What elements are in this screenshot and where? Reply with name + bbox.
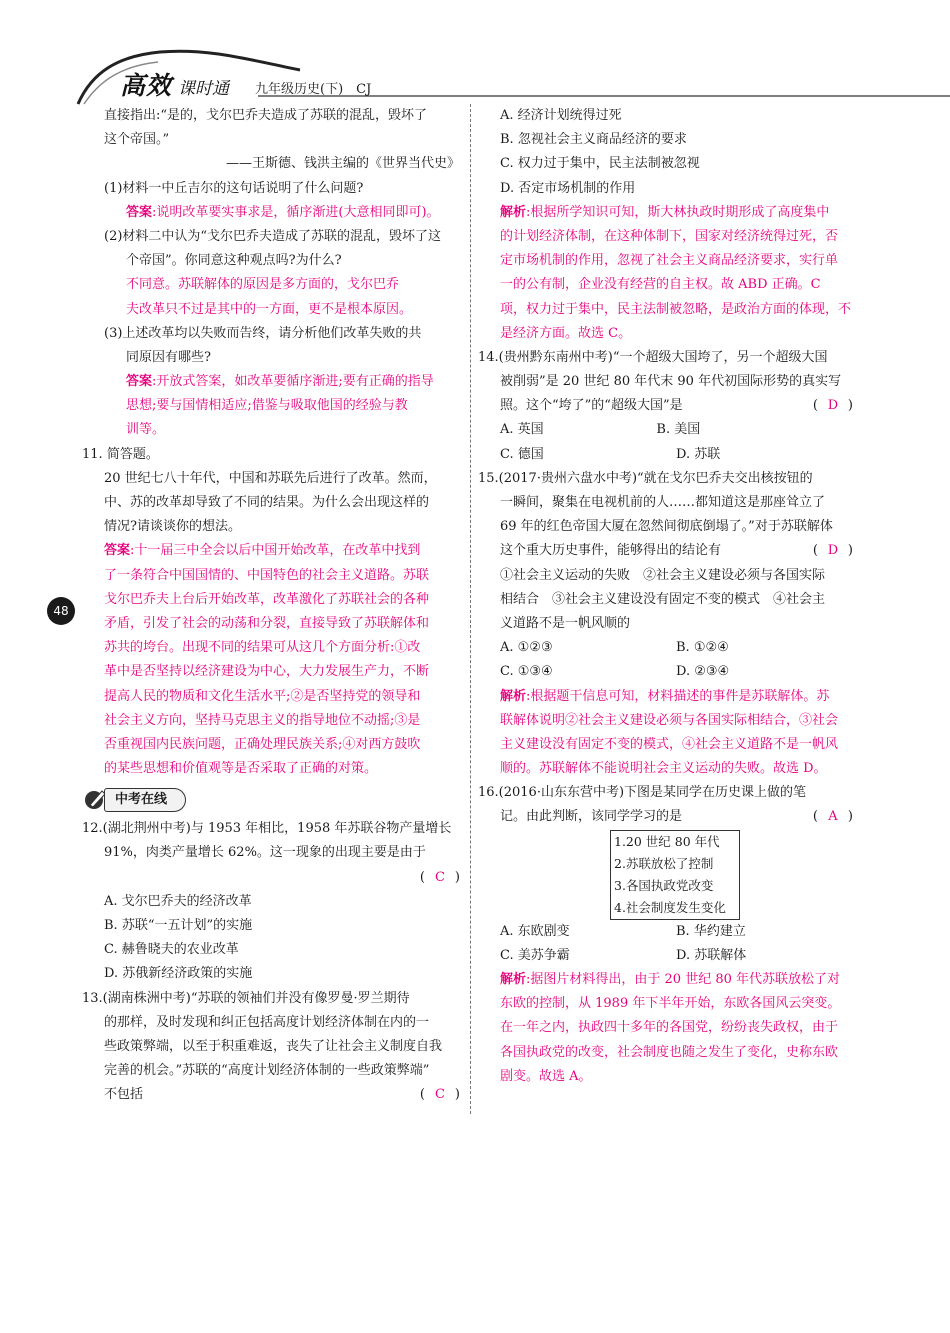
explanation-16: 各国执政党的改变，社会制度也随之发生了变化，史称东欧 — [500, 1044, 839, 1060]
question-10-2: (2)材料二中认为“戈尔巴乔夫造成了苏联的混乱，毁坏了这 — [104, 228, 442, 244]
question-10-3: (3)上述改革均以失败而告终，请分析他们改革失败的共 — [104, 325, 422, 341]
answer-11: 革中是否坚持以经济建设为中心，大力发展生产力，不断 — [104, 664, 430, 680]
answer-10-3: 训等。 — [126, 422, 166, 438]
question-13: 完善的机会。”苏联的“高度计划经济体制的一些政策弊端” — [104, 1063, 430, 1079]
question-11-body: 情况?请谈谈你的想法。 — [104, 519, 241, 535]
note-item: 3.各国执政党改变 — [614, 877, 714, 893]
answer-10-3: 答案:开放式答案，如改革要循序渐进;要有正确的指导 — [126, 374, 434, 390]
explanation-15: 主义建设没有固定不变的模式，④社会主义道路不是一帆风 — [500, 736, 839, 752]
option-row — [500, 636, 853, 660]
section-header — [84, 785, 460, 815]
answer-choice: A — [828, 809, 838, 825]
option: A. 经济计划统得过死 — [500, 108, 622, 123]
option: B. 苏联“一五计划”的实施 — [104, 918, 253, 933]
answer-10-3: 思想;要与国情相适应;借鉴与吸取他国的经验与教 — [126, 398, 408, 414]
option-row — [500, 418, 813, 442]
answer-11: 苏共的垮台。出现不同的结果可从这几个方面分析:①改 — [104, 640, 421, 656]
option: A. 东欧剧变 — [500, 923, 570, 939]
question-16: 记。由此判断，该同学学习的是 ( A ) — [500, 805, 853, 829]
option: B. 美国 — [656, 422, 701, 438]
question-12: 12.(湖北荆州中考)与 1953 年相比，1958 年苏联谷物产量增长 — [82, 821, 452, 837]
question-15: 15.(2017·贵州六盘水中考)“就在戈尔巴乔夫交出核按钮的 — [478, 470, 813, 486]
option-row — [500, 944, 853, 968]
note-item: 1.20 世纪 80 年代 — [614, 833, 720, 849]
question-13: 不包括 ( C ) — [104, 1083, 460, 1107]
answer-choice: C — [434, 869, 445, 885]
option: B. ①②④ — [676, 640, 729, 656]
explanation-16: 东欧的控制，从 1989 年下半年开始，东欧各国风云突变。 — [500, 996, 841, 1012]
question-10-2: 个帝国”。你同意这种观点吗?为什么? — [126, 253, 342, 269]
brand-title: 高效 — [120, 71, 173, 100]
question-13: 的那样，及时发现和纠正包括高度计划经济体制在内的一 — [104, 1014, 430, 1030]
question-14: 被削弱”是 20 世纪 80 年代末 90 年代初国际形势的真实写 — [500, 374, 842, 390]
question-11-title: 11. 简答题。 — [82, 446, 159, 462]
section-title: 中考在线 — [104, 788, 186, 812]
explanation-13: 一的公有制，企业没有经营的自主权。故 ABD 正确。C — [500, 277, 821, 293]
answer-10-2: 不同意。苏联解体的原因是多方面的，戈尔巴乔 — [126, 277, 400, 293]
option: D. 否定市场机制的作用 — [500, 180, 636, 196]
answer-choice: C — [434, 1087, 445, 1103]
column-divider — [470, 104, 471, 1114]
option: C. 德国 — [500, 446, 544, 462]
answer-11: 否重视国内民族问题，正确处理民族关系;④对西方鼓吹 — [104, 736, 421, 752]
option-row — [500, 660, 853, 684]
answer-choice: D — [827, 398, 839, 414]
question-15: 69 年的红色帝国大厦在忽然间彻底倒塌了。”对于苏联解体 — [500, 519, 833, 535]
answer-11: 了一条符合中国国情的、中国特色的社会主义道路。苏联 — [104, 567, 430, 583]
option-row — [500, 443, 853, 467]
explanation-13: 项，权力过于集中，民主法制被忽略，是政治方面的体现，不 — [500, 301, 852, 317]
option: D. 苏联解体 — [676, 947, 747, 963]
answer-11: 的某些思想和价值观等是否采取了正确的对策。 — [104, 761, 378, 777]
question-15: 一瞬间，聚集在电视机前的人……都知道这是那座耸立了 — [500, 495, 826, 510]
brand-subtitle: 课时通 — [178, 79, 229, 99]
explanation-16: 解析:据图片材料得出，由于 20 世纪 80 年代苏联放松了对 — [500, 972, 841, 987]
question-16: 16.(2016·山东东营中考)下图是某同学在历史课上做的笔 — [478, 785, 807, 801]
text-line: 直接指出:“是的，戈尔巴乔夫造成了苏联的混乱，毁坏了 — [104, 108, 428, 123]
question-14: 照。这个“垮了”的“超级大国”是 ( D ) — [500, 394, 853, 418]
grade-label: 九年级历史(下) CJ — [255, 82, 372, 97]
explanation-16: 在一年之内，执政四十多年的各国党，纷纷丧失政权，由于 — [500, 1020, 839, 1036]
statement-list: 义道路不是一帆风顺的 — [500, 615, 631, 631]
answer-choice: D — [827, 543, 839, 559]
answer-11: 社会主义方向，坚持马克思主义的指导地位不动摇;③是 — [104, 712, 421, 728]
explanation-15: 顺的。苏联解体不能说明社会主义运动的失败。故选 D。 — [500, 761, 827, 777]
option: D. 苏联 — [676, 446, 721, 462]
answer-11: 提高人民的物质和文化生活水平;②是否坚持党的领导和 — [104, 688, 421, 704]
option: C. 赫鲁晓夫的农业改革 — [104, 942, 239, 958]
option: D. 苏俄新经济政策的实施 — [104, 966, 253, 982]
option: A. 戈尔巴乔夫的经济改革 — [104, 893, 252, 909]
option: C. 美苏争霸 — [500, 947, 570, 963]
student-notes-box — [610, 830, 740, 920]
option: B. 忽视社会主义商品经济的要求 — [500, 132, 687, 148]
question-13: 13.(湖南株洲中考)“苏联的领袖们并没有像罗曼·罗兰期待 — [82, 990, 410, 1006]
note-item: 2.苏联放松了控制 — [614, 855, 714, 871]
left-column — [82, 104, 460, 1108]
option: A. ①②③ — [500, 640, 553, 656]
question-10-1: (1)材料一中丘吉尔的这句话说明了什么问题? — [104, 180, 364, 196]
question-12-answer-line: ( C ) — [104, 866, 460, 890]
page-header — [0, 0, 950, 110]
option-row — [500, 920, 853, 944]
answer-11: 答案:十一届三中全会以后中国开始改革，在改革中找到 — [104, 543, 421, 559]
statement-list: ①社会主义运动的失败 ②社会主义建设必须与各国实际 — [500, 567, 826, 583]
question-14: 14.(贵州黔东南州中考)“一个超级大国垮了，另一个超级大国 — [478, 349, 828, 365]
explanation-15: 联解体说明②社会主义建设必须与各国实际相结合，③社会 — [500, 712, 839, 728]
question-11-body: 20 世纪七八十年代，中国和苏联先后进行了改革。然而， — [104, 470, 437, 486]
answer-10-2: 夫改革只不过是其中的一方面，更不是根本原因。 — [126, 301, 413, 317]
explanation-13: 是经济方面。故选 C。 — [500, 325, 632, 341]
explanation-16: 剧变。故选 A。 — [500, 1068, 592, 1084]
question-15: 这个重大历史事件，能够得出的结论有 ( D ) — [500, 539, 853, 563]
text-line: 这个帝国。” — [104, 132, 170, 148]
option: C. ①③④ — [500, 664, 553, 680]
question-11-body: 中、苏的改革却导致了不同的结果。为什么会出现这样的 — [104, 495, 430, 510]
page-number: 48 — [47, 597, 75, 625]
option: D. ②③④ — [676, 664, 730, 680]
question-10-3: 同原因有哪些? — [126, 349, 211, 365]
explanation-13: 解析:根据所学知识可知，斯大林执政时期形成了高度集中 — [500, 204, 830, 220]
explanation-13: 的计划经济体制，在这种体制下，国家对经济统得过死，否 — [500, 228, 839, 244]
answer-11: 戈尔巴乔夫上台后开始改革，改革激化了苏联社会的各种 — [104, 591, 430, 607]
answer-10-1: 答案:说明改革要实事求是，循序渐进(大意相同即可)。 — [126, 204, 440, 220]
source-citation: ——王斯德、钱洪主编的《世界当代史》 — [225, 156, 460, 172]
question-13: 些政策弊端，以至于积重难返，丧失了让社会主义制度自我 — [104, 1038, 443, 1054]
option: C. 权力过于集中，民主法制被忽视 — [500, 156, 700, 172]
explanation-13: 定市场机制的作用，忽视了社会主义商品经济要求，实行单 — [500, 253, 839, 269]
statement-list: 相结合 ③社会主义建设没有固定不变的模式 ④社会主 — [500, 591, 826, 607]
question-12: 91%，肉类产量增长 62%。这一现象的出现主要是由于 — [104, 845, 426, 861]
note-item: 4.社会制度发生变化 — [614, 899, 726, 915]
option: A. 英国 — [500, 422, 544, 438]
right-column — [478, 104, 853, 1089]
option: B. 华约建立 — [676, 923, 746, 939]
explanation-15: 解析:根据题干信息可知，材料描述的事件是苏联解体。苏 — [500, 688, 830, 704]
answer-11: 矛盾，引发了社会的动荡和分裂，直接导致了苏联解体和 — [104, 615, 430, 631]
